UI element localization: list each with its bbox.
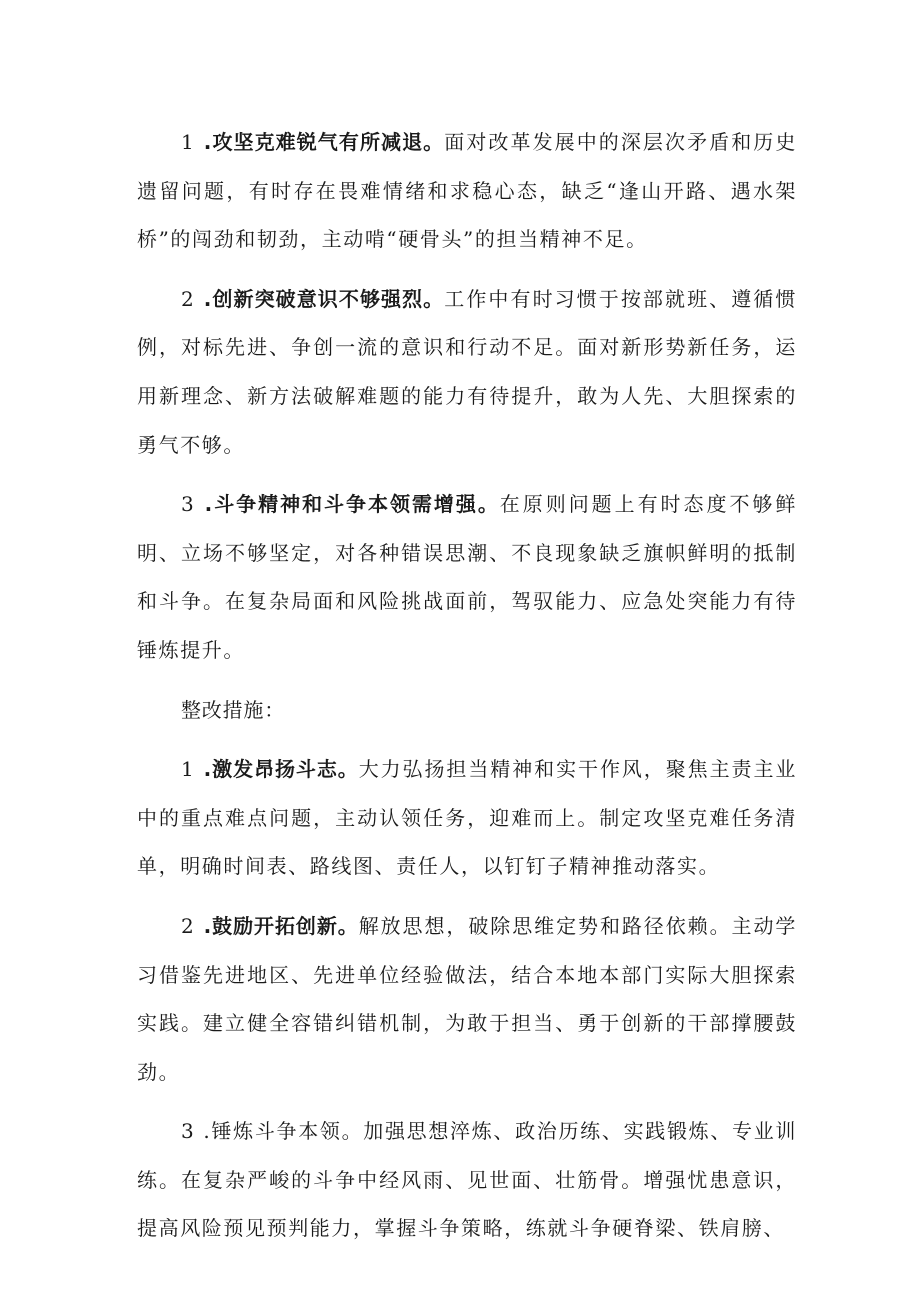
item-body: 面对改革发展中的深层次矛盾和历史遗留问题，有时存在畏难情绪和求稳心态，缺乏“逢山开路、遇水架桥”的闯劲和韧劲，主动啃“硬骨头”的担当精神不足。 — [137, 130, 797, 252]
measure-item-1 — [137, 745, 797, 891]
item-lead: .激发昂扬斗志。 — [203, 757, 359, 782]
item-lead: .鼓励开拓创新。 — [203, 913, 359, 938]
measures-heading: 整改措施： — [181, 697, 285, 722]
item-number: 3 — [181, 492, 196, 517]
measure-item-3 — [137, 1107, 797, 1253]
item-body: 加强思想淬炼、政治历练、实践锻炼、专业训练。在复杂严峻的斗争中经风雨、见世面、壮筋骨。增强忧患意识，提高风险预见预判能力，掌握斗争策略，练就斗争硬脊梁、铁肩膀、 — [137, 1119, 797, 1241]
item-lead: .创新突破意识不够强烈。 — [203, 286, 445, 311]
item-lead: .攻坚克难锐气有所减退。 — [203, 130, 445, 154]
problem-item-1 — [137, 118, 797, 264]
problem-item-3 — [137, 480, 797, 674]
item-lead: .斗争精神和斗争本领需增强。 — [204, 492, 500, 517]
item-number: 2 — [181, 913, 196, 938]
item-number: 3 — [181, 1119, 196, 1144]
item-body: 工作中有时习惯于按部就班、遵循惯例，对标先进、争创一流的意识和行动不足。面对新形势新任务，运用新理念、新方法破解难题的能力有待提升，敢为人先、大胆探索的勇气不够。 — [137, 286, 797, 457]
problem-item-2 — [137, 275, 797, 469]
item-number: 1 — [181, 130, 196, 154]
document-body — [137, 118, 797, 1253]
item-body: 解放思想，破除思维定势和路径依赖。主动学习借鉴先进地区、先进单位经验做法，结合本地本部门实际大胆探索实践。建立健全容错纠错机制，为敢于担当、勇于创新的干部撑腰鼓劲。 — [137, 913, 797, 1084]
measure-item-2 — [137, 902, 797, 1096]
item-body: 大力弘扬担当精神和实干作风，聚焦主责主业中的重点难点问题，主动认领任务，迎难而上。制定攻坚克难任务清单，明确时间表、路线图、责任人，以钉钉子精神推动落实。 — [137, 757, 797, 879]
item-number: 1 — [181, 757, 196, 782]
item-body: 在原则问题上有时态度不够鲜明、立场不够坚定，对各种错误思潮、不良现象缺乏旗帜鲜明的抵制和斗争。在复杂局面和风险挑战面前，驾驭能力、应急处突能力有待锤炼提升。 — [137, 492, 797, 662]
item-lead: .锤炼斗争本领。 — [203, 1119, 364, 1144]
item-number: 2 — [181, 286, 196, 311]
